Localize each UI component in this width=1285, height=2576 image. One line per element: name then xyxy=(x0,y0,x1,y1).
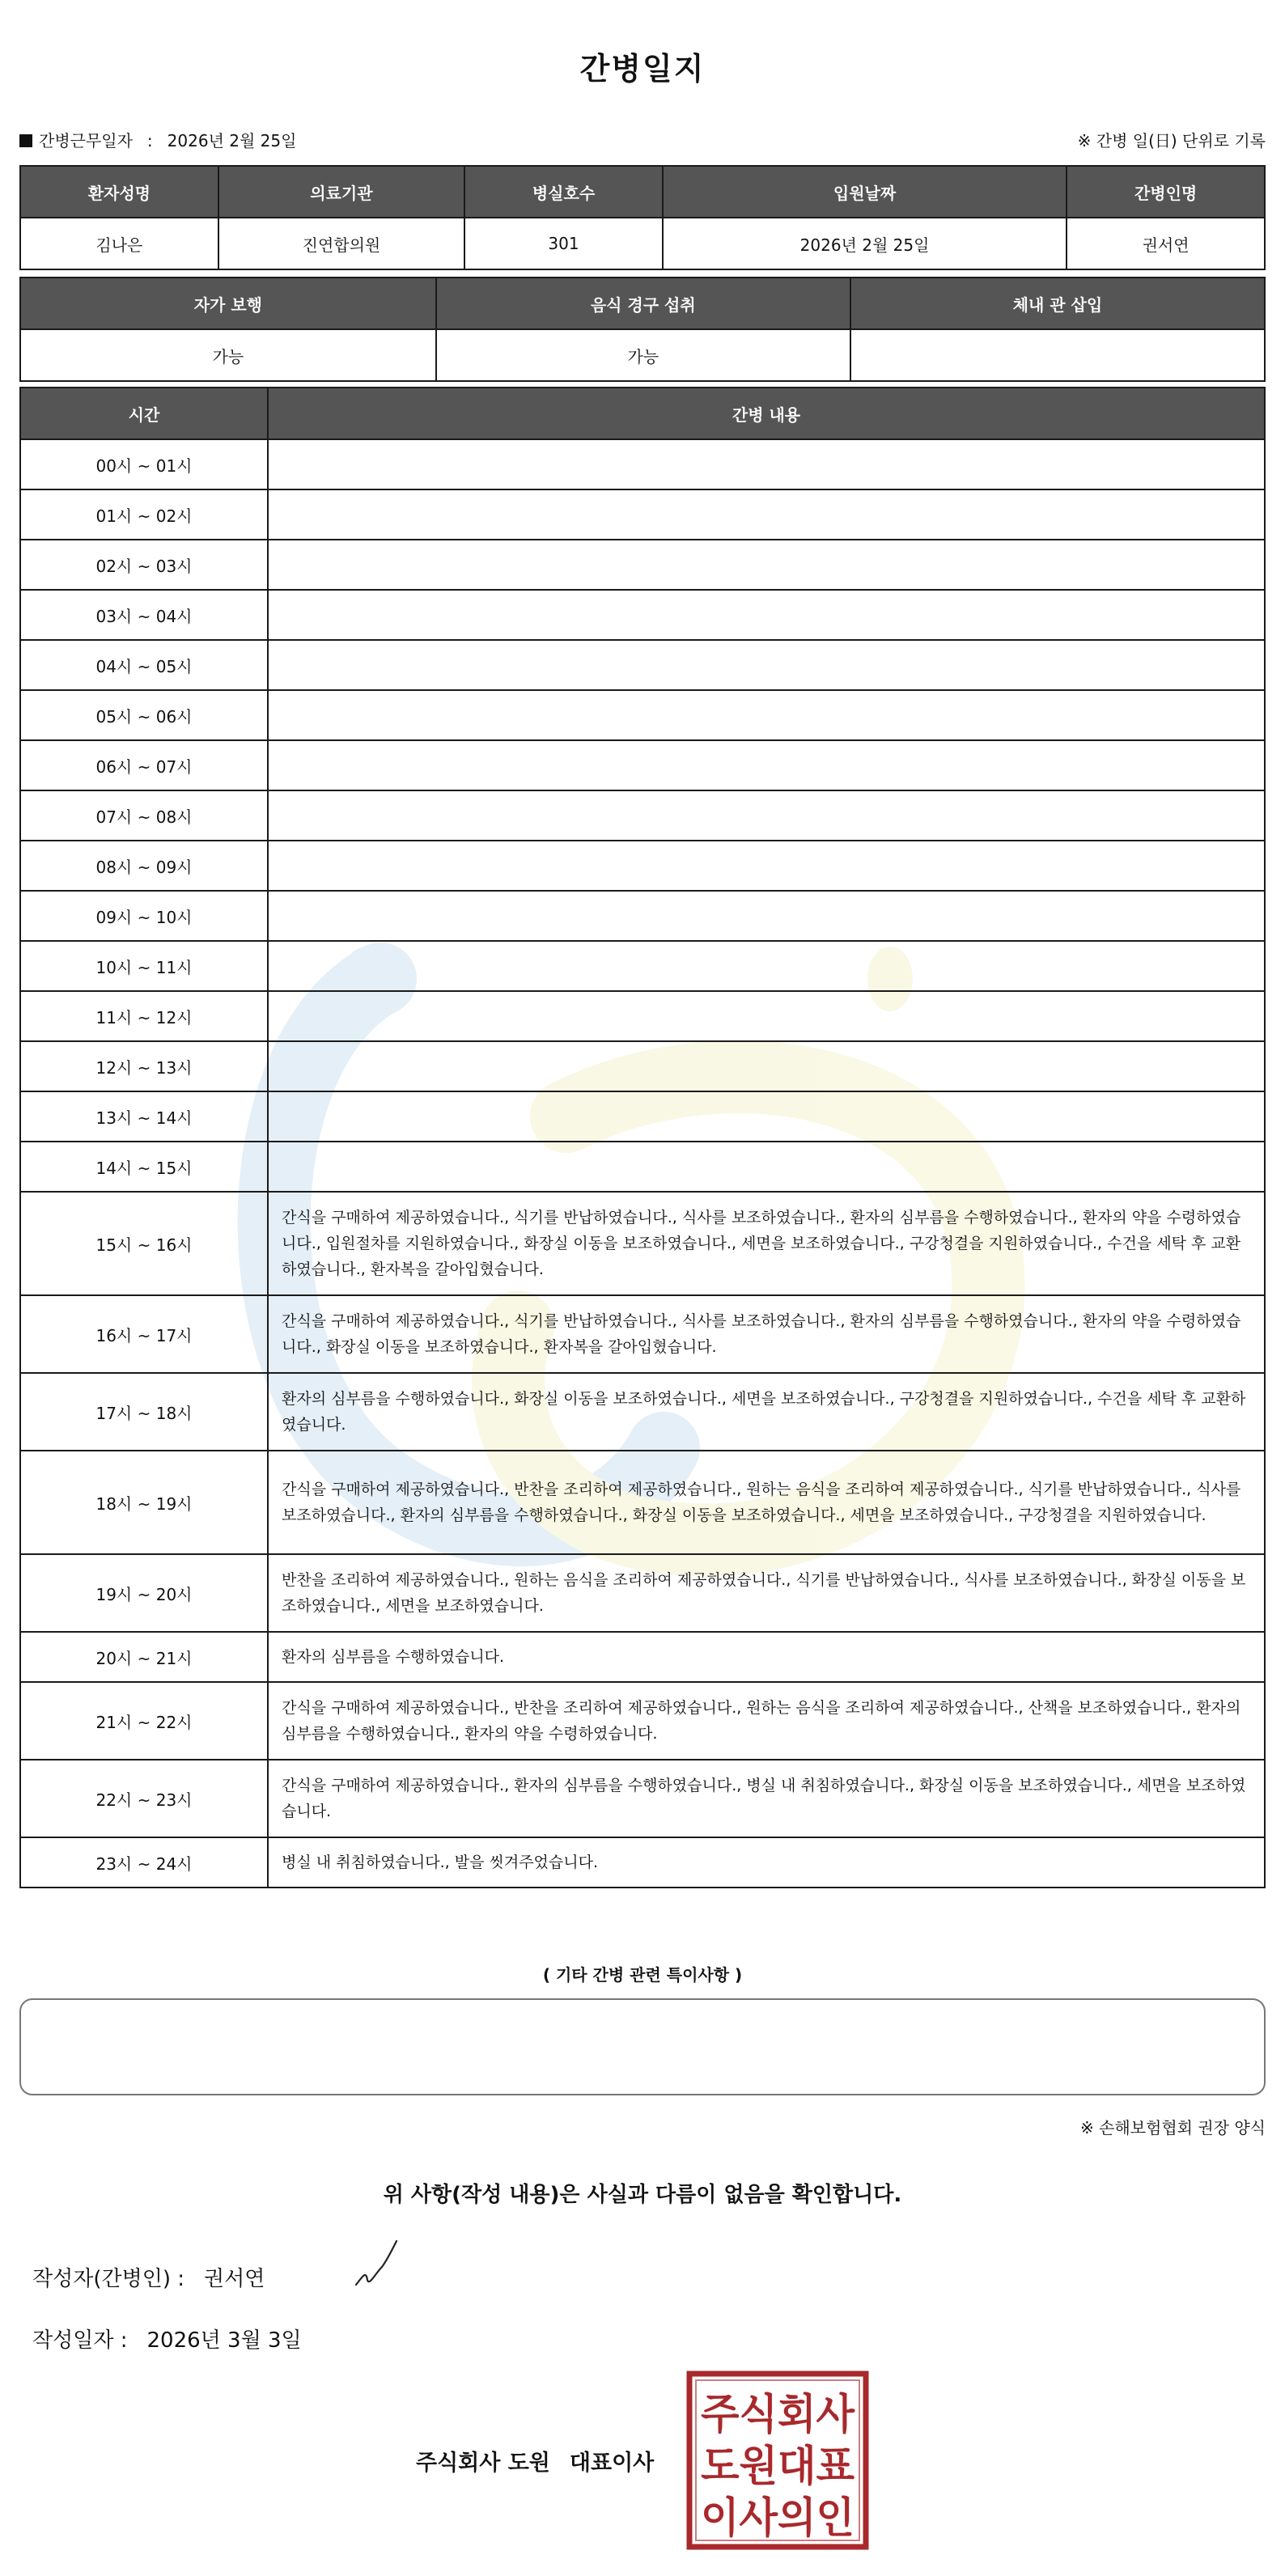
header-care-content: 간병 내용 xyxy=(268,388,1265,439)
care-content-cell xyxy=(268,690,1265,740)
work-date-row xyxy=(19,123,1266,152)
status-value-row xyxy=(20,329,1265,381)
care-time-cell: 10시 ~ 11시 xyxy=(20,941,268,991)
care-content-cell xyxy=(268,891,1265,941)
header-self-walking: 자가 보행 xyxy=(20,278,436,329)
care-time-cell: 15시 ~ 16시 xyxy=(20,1192,268,1295)
care-content-cell: 간식을 구매하여 제공하였습니다., 환자의 심부름을 수행하였습니다., 병실 내 취침하였습니다., 화장실 이동을 보조하였습니다., 세면을 보조하였습니다. xyxy=(268,1760,1265,1837)
care-time-cell: 19시 ~ 20시 xyxy=(20,1554,268,1632)
write-date-label: 작성일자 : xyxy=(32,2328,128,2353)
care-time-cell: 04시 ~ 05시 xyxy=(20,640,268,690)
care-content-cell: 간식을 구매하여 제공하였습니다., 식기를 반납하였습니다., 식사를 보조하였습니다., 환자의 심부름을 수행하였습니다., 환자의 약을 수령하였습니다., 입원절차를 지원하였습니다., 화장실 이동을 보조하였습니다., 세면을 보조하였습니다., 구강청결을 지원하였습니다., 수건을 세탁 후 교환하였습니다., 환자복을 갈아입혔습니다. xyxy=(268,1192,1265,1295)
care-time-cell: 03시 ~ 04시 xyxy=(20,590,268,640)
care-content-cell xyxy=(268,1142,1265,1192)
write-date-value: 2026년 3월 3일 xyxy=(146,2328,302,2353)
svg-text:주식회사: 주식회사 xyxy=(701,2391,855,2439)
care-content-cell xyxy=(268,790,1265,841)
writer-name: 권서연 xyxy=(204,2267,265,2291)
patient-name: 김나은 xyxy=(20,218,218,269)
care-content-cell xyxy=(268,590,1265,640)
care-content-cell xyxy=(268,841,1265,891)
table-row xyxy=(20,1837,1265,1888)
table-row xyxy=(20,1142,1265,1192)
self-walking-value: 가능 xyxy=(20,329,436,381)
confirmation-statement: 위 사항(작성 내용)은 사실과 다름이 없음을 확인합니다. xyxy=(383,2183,902,2207)
care-content-cell: 간식을 구매하여 제공하였습니다., 반찬을 조리하여 제공하였습니다., 원하는 음식을 조리하여 제공하였습니다., 식기를 반납하였습니다., 식사를 보조하였습니다., 환자의 심부름을 수행하였습니다., 화장실 이동을 보조하였습니다., 세면을 보조하였습니다., 구강청결을 지원하였습니다. xyxy=(268,1451,1265,1554)
handwritten-signature xyxy=(351,2238,408,2294)
square-bullet-icon xyxy=(19,134,32,147)
company-seal-stamp xyxy=(686,2371,869,2550)
notes-box xyxy=(19,1998,1266,2095)
company-name: 주식회사 도원 xyxy=(416,2451,550,2476)
care-log-body xyxy=(20,439,1265,1888)
table-row xyxy=(20,1295,1265,1373)
hospital-name: 진연합의원 xyxy=(218,218,464,269)
table-row xyxy=(20,1554,1265,1632)
care-time-cell: 01시 ~ 02시 xyxy=(20,489,268,540)
care-content-cell: 병실 내 취침하였습니다., 발을 씻겨주었습니다. xyxy=(268,1837,1265,1888)
tube-insertion-value xyxy=(850,329,1265,381)
table-row xyxy=(20,590,1265,640)
care-content-cell xyxy=(268,740,1265,790)
header-room-number: 병실호수 xyxy=(464,166,663,218)
table-row xyxy=(20,640,1265,690)
header-tube-insertion: 체내 관 삽입 xyxy=(850,278,1265,329)
care-content-cell xyxy=(268,439,1265,489)
care-time-cell: 21시 ~ 22시 xyxy=(20,1682,268,1760)
table-row xyxy=(20,790,1265,841)
writer-label: 작성자(간병인) : xyxy=(32,2267,185,2291)
care-time-cell: 13시 ~ 14시 xyxy=(20,1091,268,1142)
caregiver-name: 권서연 xyxy=(1067,218,1265,269)
care-time-cell: 23시 ~ 24시 xyxy=(20,1837,268,1888)
table-row xyxy=(20,1091,1265,1142)
table-row xyxy=(20,1192,1265,1295)
work-date-colon: : xyxy=(146,131,153,150)
table-row xyxy=(20,740,1265,790)
care-content-cell xyxy=(268,991,1265,1041)
care-time-cell: 07시 ~ 08시 xyxy=(20,790,268,841)
care-log-table xyxy=(19,387,1266,1888)
svg-text:이사의인: 이사의인 xyxy=(701,2494,855,2543)
table-row xyxy=(20,1682,1265,1760)
patient-status-table xyxy=(19,277,1266,382)
patient-info-header-row xyxy=(20,166,1265,218)
care-content-cell: 반찬을 조리하여 제공하였습니다., 원하는 음식을 조리하여 제공하였습니다., 식기를 반납하였습니다., 식사를 보조하였습니다., 화장실 이동을 보조하였습니다., 세면을 보조하였습니다. xyxy=(268,1554,1265,1632)
care-content-cell xyxy=(268,941,1265,991)
patient-info-value-row xyxy=(20,218,1265,269)
care-content-cell xyxy=(268,640,1265,690)
recommend-note: ※ 손해보험협회 권장 양식 xyxy=(1079,2118,1266,2137)
header-patient-name: 환자성명 xyxy=(20,166,218,218)
care-content-cell: 환자의 심부름을 수행하였습니다. xyxy=(268,1632,1265,1682)
oral-intake-value: 가능 xyxy=(436,329,850,381)
work-date-value: 2026년 2월 25일 xyxy=(167,131,297,150)
care-time-cell: 17시 ~ 18시 xyxy=(20,1373,268,1451)
care-content-cell xyxy=(268,1091,1265,1142)
care-time-cell: 11시 ~ 12시 xyxy=(20,991,268,1041)
table-row xyxy=(20,941,1265,991)
care-time-cell: 05시 ~ 06시 xyxy=(20,690,268,740)
table-row xyxy=(20,439,1265,489)
page-title: 간병일지 xyxy=(579,51,706,87)
table-row xyxy=(20,1041,1265,1091)
care-time-cell: 22시 ~ 23시 xyxy=(20,1760,268,1837)
table-row xyxy=(20,1760,1265,1837)
care-log-header-row xyxy=(20,388,1265,439)
care-time-cell: 18시 ~ 19시 xyxy=(20,1451,268,1554)
table-row xyxy=(20,991,1265,1041)
care-content-cell xyxy=(268,1041,1265,1091)
svg-text:도원대표: 도원대표 xyxy=(701,2443,855,2491)
company-role: 대표이사 xyxy=(569,2451,655,2476)
patient-info-table xyxy=(19,165,1266,270)
care-time-cell: 06시 ~ 07시 xyxy=(20,740,268,790)
care-content-cell: 간식을 구매하여 제공하였습니다., 식기를 반납하였습니다., 식사를 보조하였습니다., 환자의 심부름을 수행하였습니다., 환자의 약을 수령하였습니다., 화장실 이동을 보조하였습니다., 환자복을 갈아입혔습니다. xyxy=(268,1295,1265,1373)
care-content-cell xyxy=(268,540,1265,590)
care-time-cell: 09시 ~ 10시 xyxy=(20,891,268,941)
header-admission-date: 입원날짜 xyxy=(663,166,1067,218)
table-row xyxy=(20,540,1265,590)
work-date xyxy=(19,128,296,151)
status-header-row xyxy=(20,278,1265,329)
table-row xyxy=(20,841,1265,891)
header-time: 시간 xyxy=(20,388,268,439)
care-time-cell: 02시 ~ 03시 xyxy=(20,540,268,590)
care-time-cell: 08시 ~ 09시 xyxy=(20,841,268,891)
writer-row xyxy=(32,2262,265,2292)
company-row xyxy=(416,2445,654,2476)
care-content-cell: 간식을 구매하여 제공하였습니다., 반찬을 조리하여 제공하였습니다., 원하는 음식을 조리하여 제공하였습니다., 산책을 보조하였습니다., 환자의 심부름을 수행하였습니다., 환자의 약을 수령하였습니다. xyxy=(268,1682,1265,1760)
care-content-cell: 환자의 심부름을 수행하였습니다., 화장실 이동을 보조하였습니다., 세면을 보조하였습니다., 구강청결을 지원하였습니다., 수건을 세탁 후 교환하였습니다. xyxy=(268,1373,1265,1451)
care-time-cell: 12시 ~ 13시 xyxy=(20,1041,268,1091)
care-time-cell: 14시 ~ 15시 xyxy=(20,1142,268,1192)
care-content-cell xyxy=(268,489,1265,540)
table-row xyxy=(20,489,1265,540)
table-row xyxy=(20,690,1265,740)
care-time-cell: 16시 ~ 17시 xyxy=(20,1295,268,1373)
table-row xyxy=(20,1451,1265,1554)
admission-date: 2026년 2월 25일 xyxy=(663,218,1067,269)
header-caregiver-name: 간병인명 xyxy=(1067,166,1265,218)
care-time-cell: 00시 ~ 01시 xyxy=(20,439,268,489)
work-date-label: 간병근무일자 xyxy=(39,131,133,150)
record-note: ※ 간병 일(日) 단위로 기록 xyxy=(1077,131,1266,150)
table-row xyxy=(20,1632,1265,1682)
write-date-row xyxy=(32,2324,302,2354)
table-row xyxy=(20,1373,1265,1451)
header-oral-intake: 음식 경구 섭취 xyxy=(436,278,850,329)
notes-title: ( 기타 간병 관련 특이사항 ) xyxy=(542,1965,743,1985)
header-hospital: 의료기관 xyxy=(218,166,464,218)
table-row xyxy=(20,891,1265,941)
room-number: 301 xyxy=(464,218,663,269)
care-time-cell: 20시 ~ 21시 xyxy=(20,1632,268,1682)
